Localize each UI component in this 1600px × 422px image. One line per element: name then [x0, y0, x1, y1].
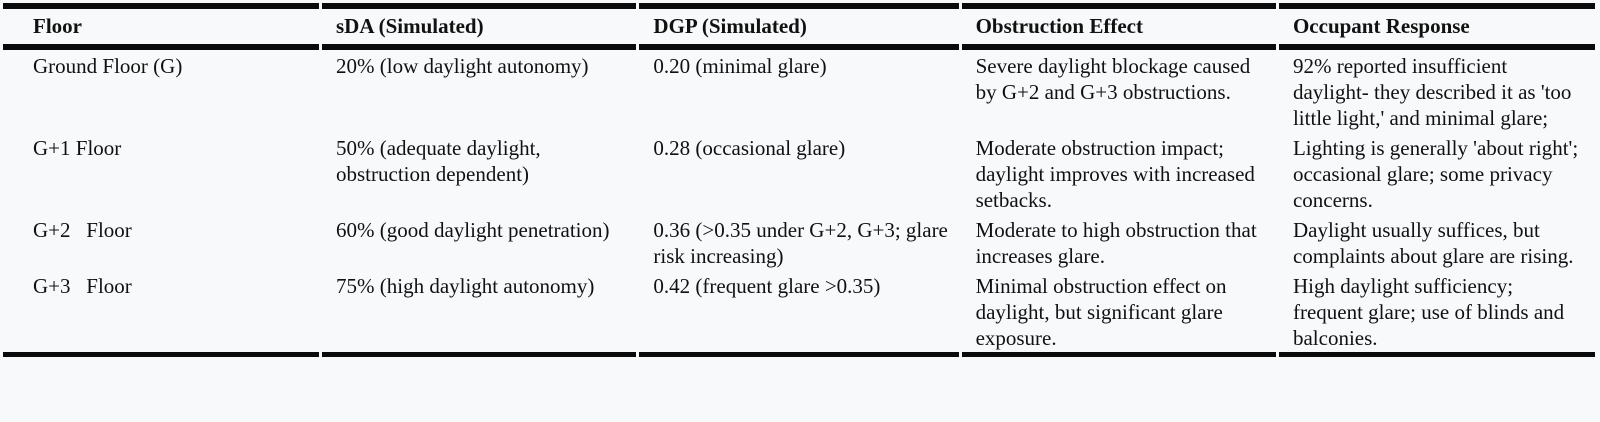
table-row-g1-floor: [3, 132, 1595, 214]
cell-sda: 75% (high daylight autonomy): [322, 270, 636, 357]
table-row-g2-floor: [3, 214, 1595, 270]
table-row-ground-floor: [3, 50, 1595, 132]
cell-dgp: 0.20 (minimal glare): [653, 54, 827, 78]
daylight-simulation-table: [0, 3, 1598, 357]
cell-response: 92% reported insufficient daylight- they described it as 'too little light,' and minimal glare;: [1292, 54, 1577, 130]
cell-response: Lighting is generally 'about right'; occasional glare; some privacy concerns.: [1292, 136, 1584, 212]
cell-dgp: 0.28 (occasional glare): [653, 136, 846, 160]
cell-obstruction: Moderate obstruction impact; daylight improves with increased setbacks.: [975, 136, 1261, 212]
cell-response: Daylight usually suffices, but complaints about glare are rising.: [1292, 218, 1574, 268]
cell-response: High daylight sufficiency; frequent glare; use of blinds and balconies.: [1279, 270, 1595, 357]
cell-floor: Ground Floor (G): [33, 54, 183, 78]
cell-obstruction: Minimal obstruction effect on daylight, but significant glare exposure.: [962, 270, 1276, 357]
header-row: [3, 3, 1595, 50]
column-header-sda: sDA (Simulated): [322, 3, 636, 50]
cell-sda: 20% (low daylight autonomy): [336, 54, 589, 78]
table-header: [3, 3, 1595, 50]
cell-dgp: 0.42 (frequent glare >0.35): [639, 270, 958, 357]
table-row-g3-floor: [3, 270, 1595, 357]
cell-sda: 60% (good daylight penetration): [336, 218, 610, 242]
cell-floor: G+1 Floor: [33, 136, 122, 160]
cell-sda: 50% (adequate daylight, obstruction dependent): [336, 136, 546, 186]
cell-floor: G+3 Floor: [3, 270, 319, 357]
column-header-floor: Floor: [3, 3, 319, 50]
cell-obstruction: Moderate to high obstruction that increases glare.: [975, 218, 1262, 268]
table-body: [3, 50, 1595, 357]
column-header-obstruction-effect: Obstruction Effect: [962, 3, 1276, 50]
cell-floor: G+2 Floor: [33, 218, 132, 242]
column-header-dgp: DGP (Simulated): [639, 3, 958, 50]
column-header-occupant-response: Occupant Response: [1279, 3, 1595, 50]
cell-dgp: 0.36 (>0.35 under G+2, G+3; glare risk increasing): [653, 218, 954, 268]
cell-obstruction: Severe daylight blockage caused by G+2 and G+3 obstructions.: [975, 54, 1256, 104]
